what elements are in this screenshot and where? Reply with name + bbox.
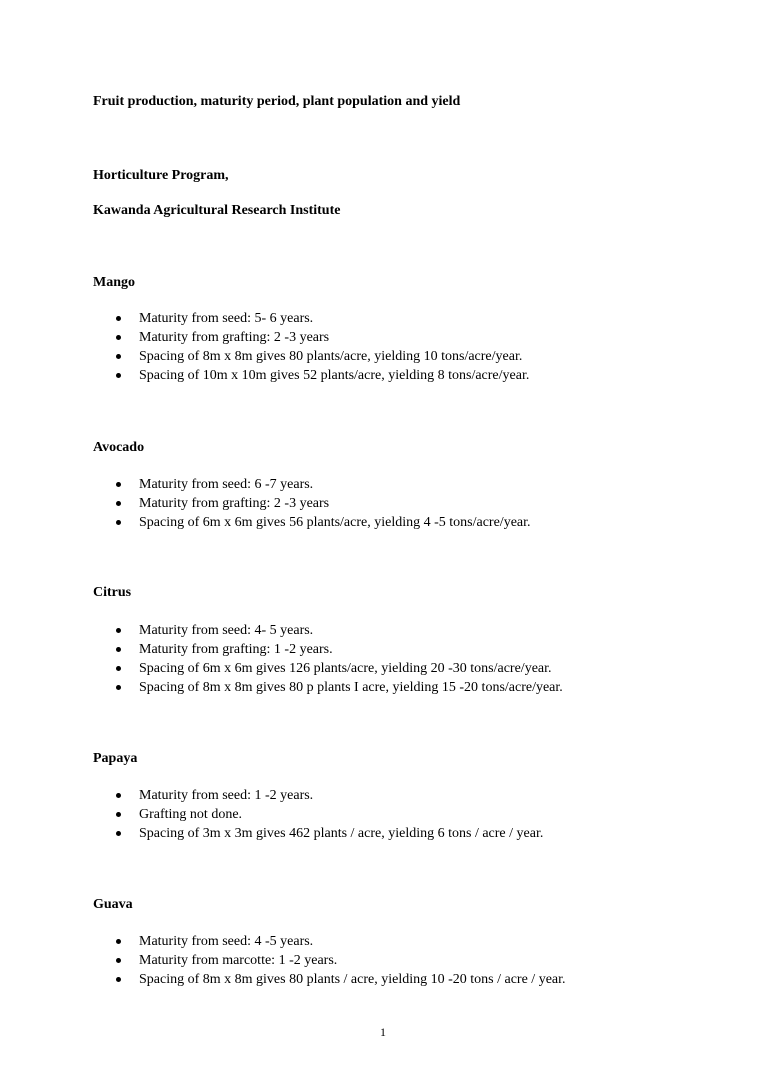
bullet-icon: [116, 812, 121, 817]
bullet-icon: [116, 482, 121, 487]
bullet-icon: [116, 335, 121, 340]
bullet-icon: [116, 666, 121, 671]
page-number: 1: [380, 1025, 386, 1039]
program-name: Horticulture Program,: [93, 168, 229, 183]
bullet-icon: [116, 793, 121, 798]
section-heading-papaya: Papaya: [93, 751, 138, 766]
section-heading-guava: Guava: [93, 897, 133, 912]
bullet-icon: [116, 316, 121, 321]
section-heading-mango: Mango: [93, 275, 135, 290]
document-title: Fruit production, maturity period, plant population and yield: [93, 94, 461, 109]
bullet-icon: [116, 354, 121, 359]
bullet-icon: [116, 520, 121, 525]
bullet-icon: [116, 501, 121, 506]
bullet-icon: [116, 977, 121, 982]
section-heading-avocado: Avocado: [93, 440, 145, 455]
bullet-icon: [116, 939, 121, 944]
bullet-icon: [116, 685, 121, 690]
institute-name: Kawanda Agricultural Research Institute: [93, 203, 341, 218]
bullet-icon: [116, 373, 121, 378]
bullet-icon: [116, 958, 121, 963]
bullet-icon: [116, 628, 121, 633]
bullet-icon: [116, 831, 121, 836]
document-page: Fruit production, maturity period, plant population and yield Horticulture Program, Kawanda Agricultural Research Institute Mango Maturity from seed: 5- 6 years. Maturity from grafting: 2 -3 years Spacing of 8m x 8m gives 80 plants/acre, yielding 10 tons/acre/year. Spacing of 10m x 10m gives 52 plants/acre, yielding 8 tons/acre/year. Avocado Maturity from seed: 6 -7 years. Maturity from grafting: 2 -3 years Spacing of 6m x 6m gives 56 plants/acre, yielding 4 -5 tons/acre/year. Citrus Maturity from seed: 4- 5 years. Maturity from grafting: 1 -2 years. Spacing of 6m x 6m gives 126 plants/acre, yielding 20 -30 tons/acre/year. Spacing of 8m x 8m gives 80 p plants I acre, yielding 15 -20 tons/acre/year. Papaya Maturity from seed: 1 -2 years. Grafting not done. Spacing of 3m x 3m gives 462 plants / acre, yielding 6 tons / acre / year. Guava Maturity from seed: 4 -5 years. Maturity from marcotte: 1 -2 years. Spacing of 8m x 8m gives 80 plants / acre, yielding 10 -20 tons / acre / year. 1: [93, 94, 566, 1039]
bullet-icon: [116, 647, 121, 652]
section-heading-citrus: Citrus: [93, 585, 132, 600]
